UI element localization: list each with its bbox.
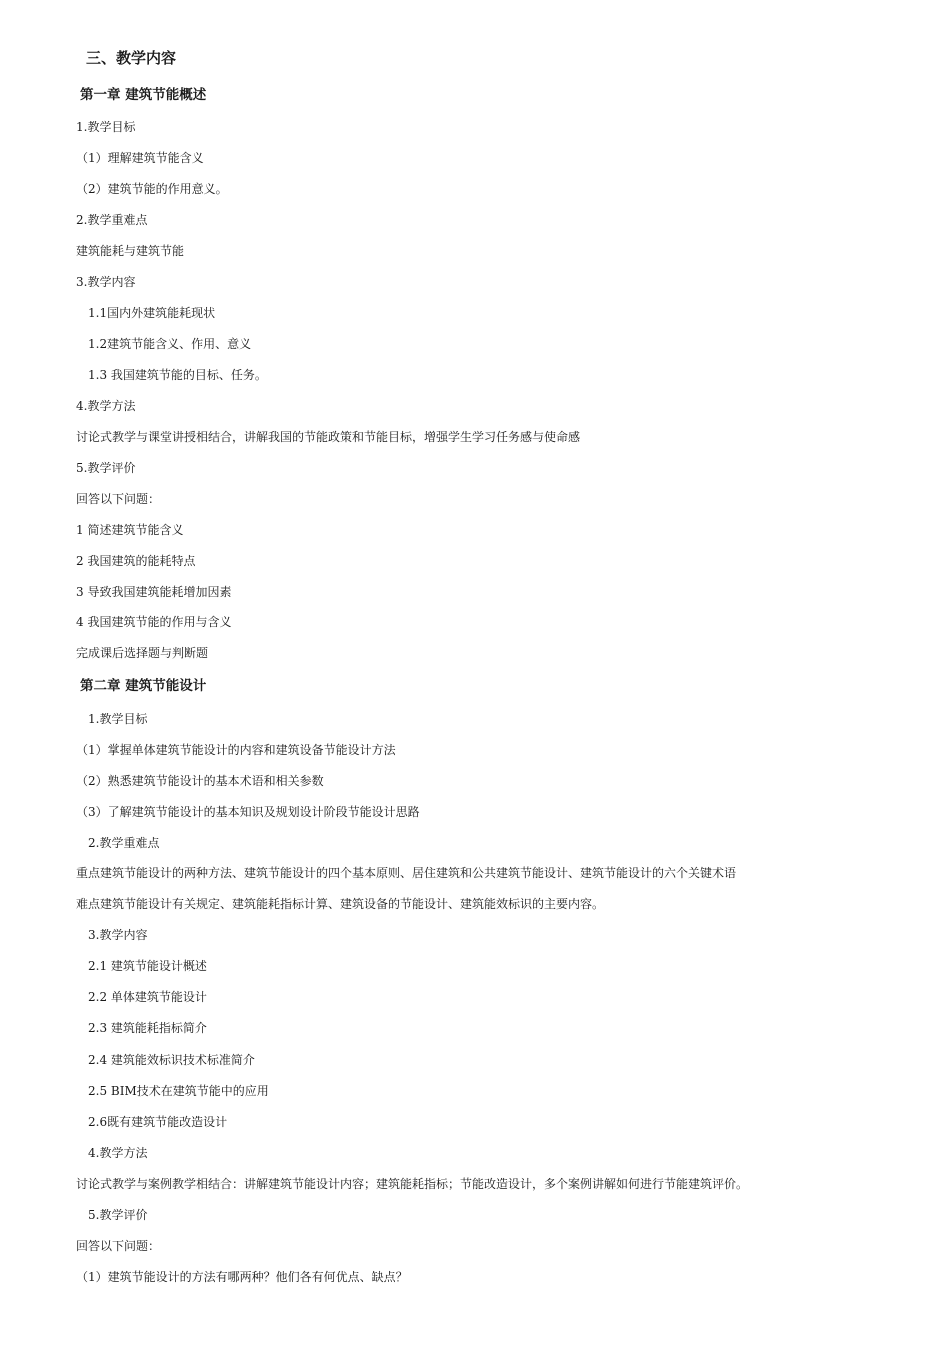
ch2-objective-item: （1）掌握单体建筑节能设计的内容和建筑设备节能设计方法 [76,743,396,757]
section-title: 三、教学内容 [86,49,177,67]
ch1-evaluation-heading: 5.教学评价 [76,461,136,475]
ch1-keypoints-text: 建筑能耗与建筑节能 [76,244,185,258]
ch2-evaluation-heading: 5.教学评价 [88,1208,148,1222]
ch2-content-item: 2.6既有建筑节能改造设计 [88,1115,228,1129]
ch1-closing: 完成课后选择题与判断题 [76,646,209,660]
ch1-content-heading: 3.教学内容 [76,275,136,289]
ch2-content-heading: 3.教学内容 [88,928,148,942]
ch1-question-item: 3 导致我国建筑能耗增加因素 [76,585,232,599]
ch1-objective-item: （2）建筑节能的作用意义。 [76,182,228,196]
ch1-content-item: 1.2建筑节能含义、作用、意义 [88,337,252,351]
ch1-methods-heading: 4.教学方法 [76,399,136,413]
ch2-methods-heading: 4.教学方法 [88,1146,148,1160]
ch2-content-item: 2.2 单体建筑节能设计 [88,990,207,1004]
ch1-keypoints-heading: 2.教学重难点 [76,213,148,227]
ch2-keypoints-heading: 2.教学重难点 [88,836,160,850]
chapter-1-title: 第一章 建筑节能概述 [80,87,207,103]
ch2-content-item: 2.4 建筑能效标识技术标准简介 [88,1053,255,1067]
ch2-content-item: 2.5 BIM技术在建筑节能中的应用 [88,1084,269,1098]
ch2-content-item: 2.3 建筑能耗指标简介 [88,1021,207,1035]
ch1-content-item: 1.1国内外建筑能耗现状 [88,306,216,320]
ch1-evaluation-intro: 回答以下问题： [76,492,161,506]
ch2-keypoints-focus: 重点建筑节能设计的两种方法、建筑节能设计的四个基本原则、居住建筑和公共建筑节能设计、建筑节能设计的六个关键术语 [76,866,737,880]
ch1-objectives-heading: 1.教学目标 [76,120,136,134]
ch2-evaluation-intro: 回答以下问题： [76,1239,161,1253]
ch1-question-item: 1 简述建筑节能含义 [76,523,184,537]
ch1-content-item: 1.3 我国建筑节能的目标、任务。 [88,368,267,382]
ch2-objective-item: （2）熟悉建筑节能设计的基本术语和相关参数 [76,774,324,788]
chapter-2-title: 第二章 建筑节能设计 [80,678,207,694]
ch2-keypoints-difficulty: 难点建筑节能设计有关规定、建筑能耗指标计算、建筑设备的节能设计、建筑能效标识的主要内容。 [76,897,605,911]
ch1-question-item: 2 我国建筑的能耗特点 [76,554,196,568]
ch2-objective-item: （3）了解建筑节能设计的基本知识及规划设计阶段节能设计思路 [76,805,420,819]
ch2-question-item: （1）建筑节能设计的方法有哪两种？他们各有何优点、缺点？ [76,1270,408,1284]
ch2-methods-text: 讨论式教学与案例教学相结合：讲解建筑节能设计内容；建筑能耗指标；节能改造设计，多个案例讲解如何进行节能建筑评价。 [76,1177,749,1191]
ch1-question-item: 4 我国建筑节能的作用与含义 [76,615,232,629]
ch1-methods-text: 讨论式教学与课堂讲授相结合，讲解我国的节能政策和节能目标，增强学生学习任务感与使命感 [76,430,581,444]
ch2-content-item: 2.1 建筑节能设计概述 [88,959,207,973]
ch2-objectives-heading: 1.教学目标 [88,712,148,726]
ch1-objective-item: （1）理解建筑节能含义 [76,151,204,165]
